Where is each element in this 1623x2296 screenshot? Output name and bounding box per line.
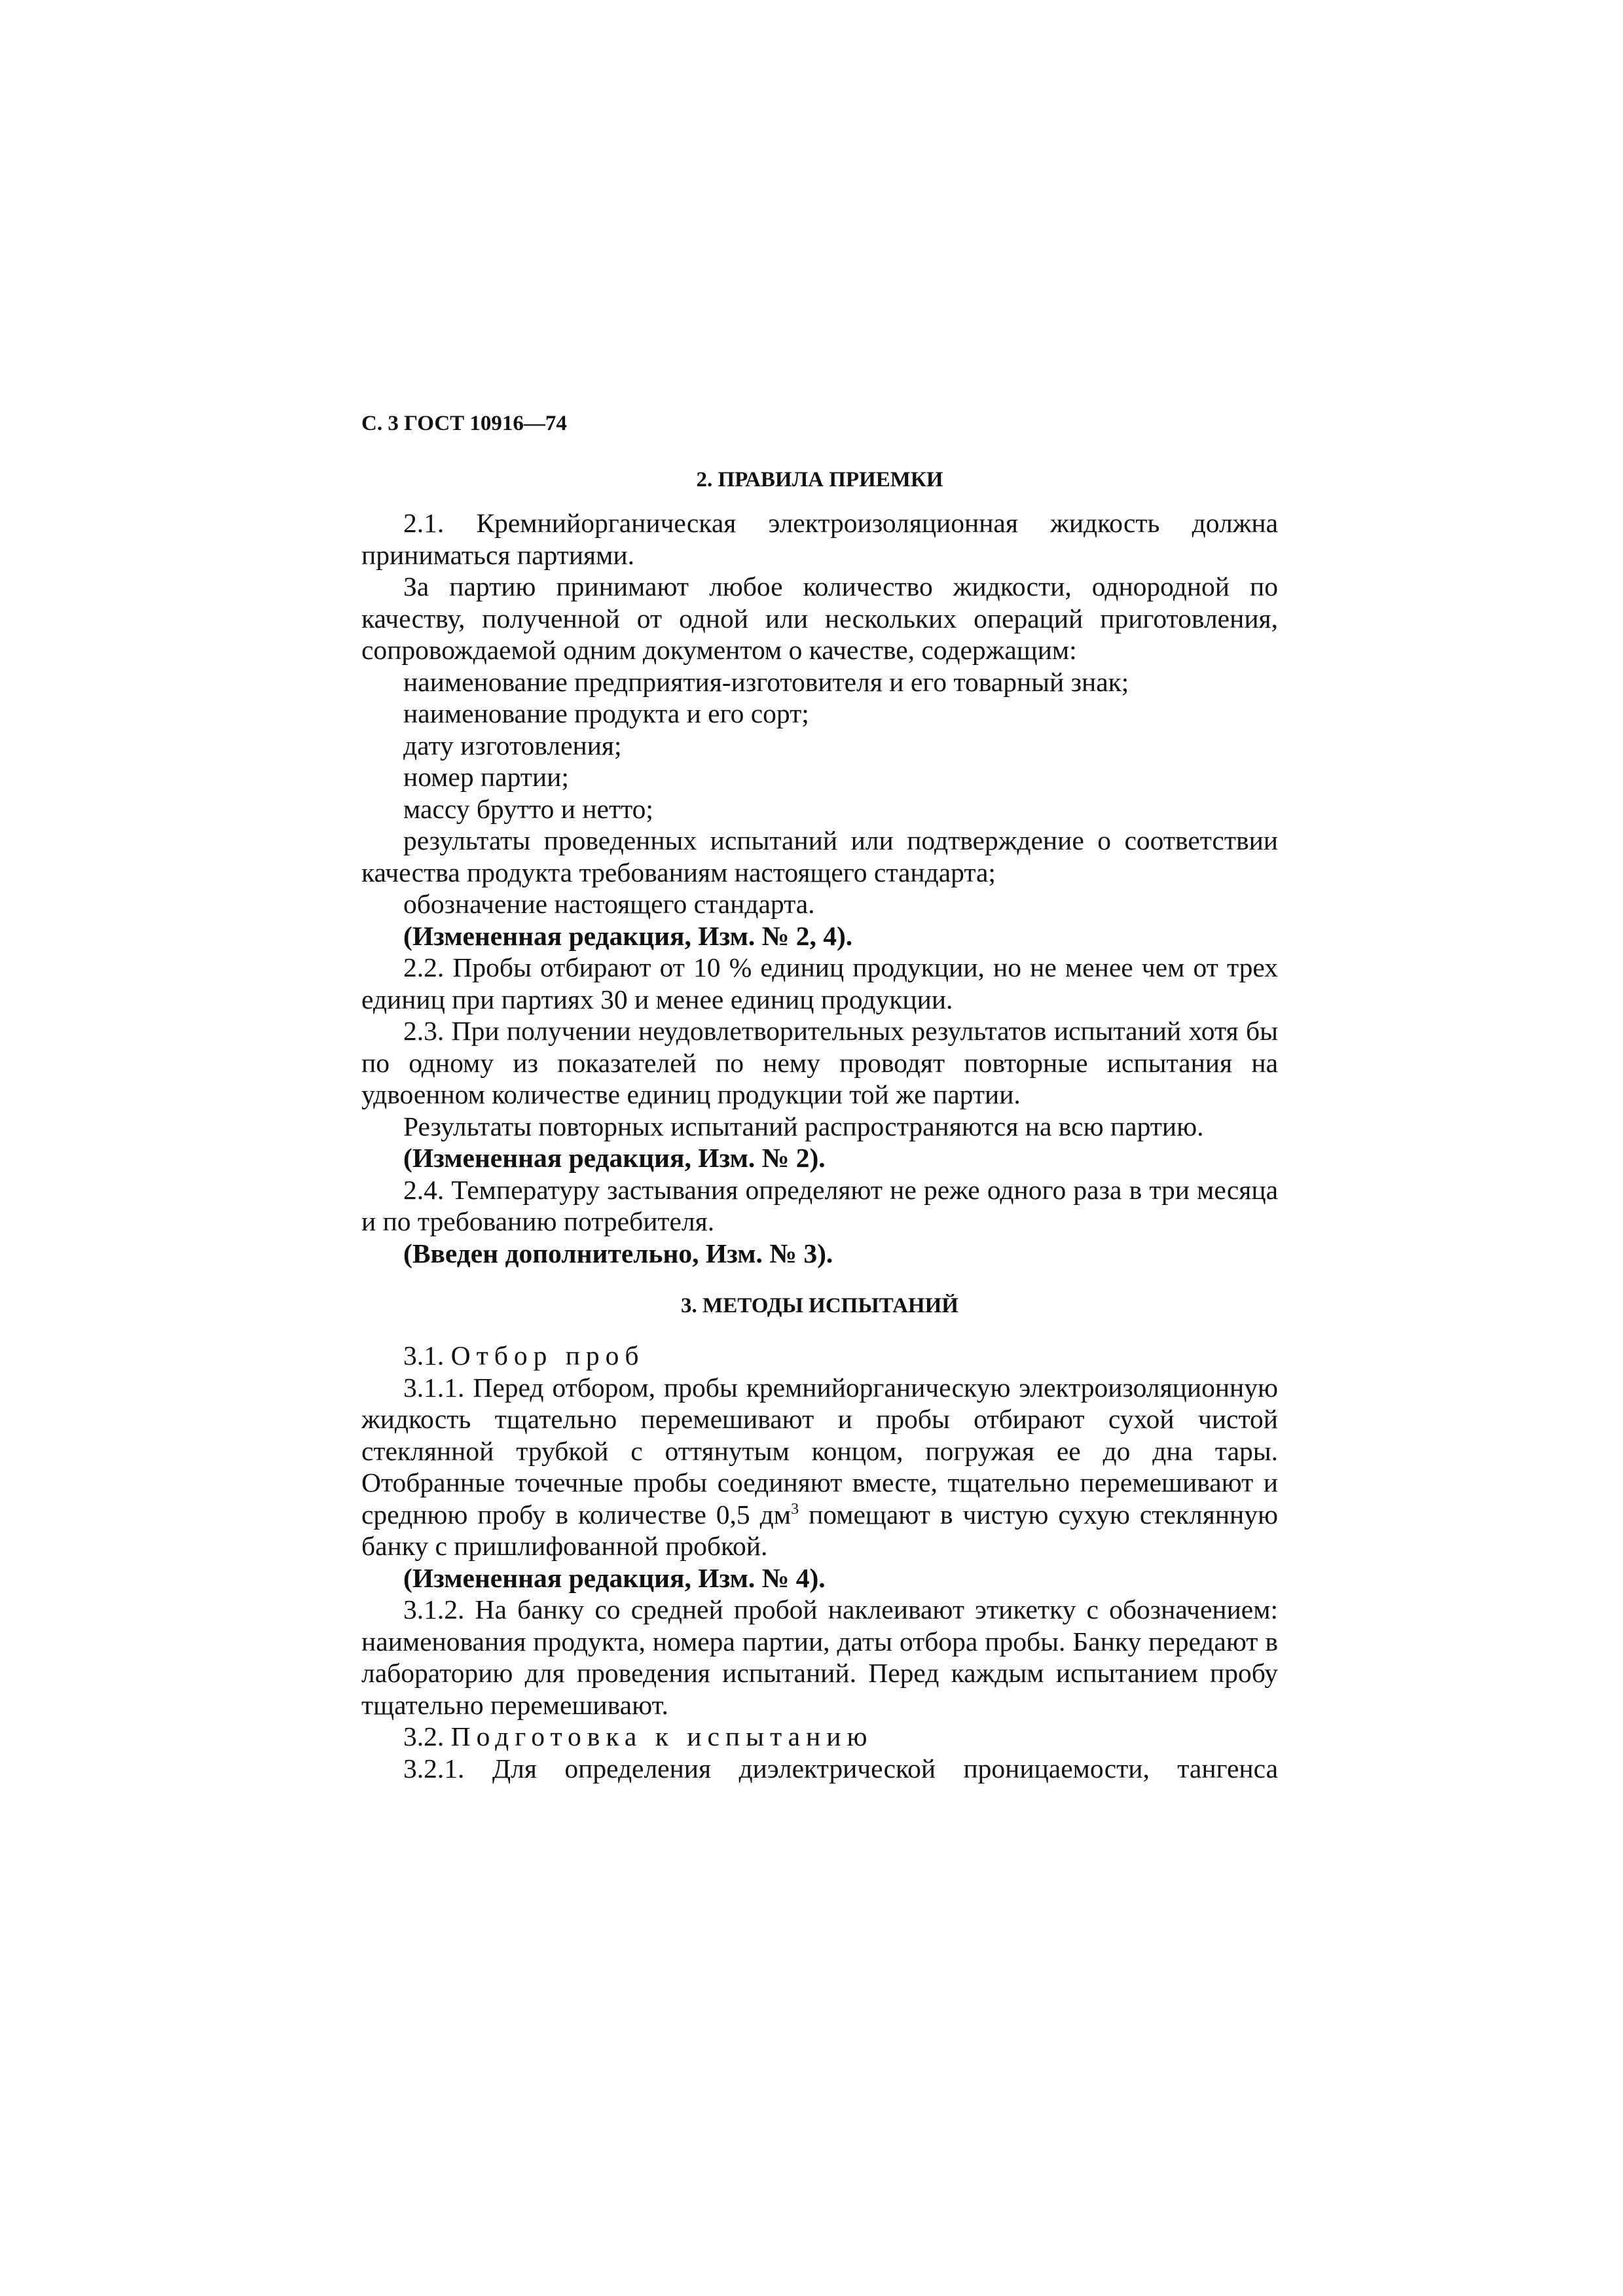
list-item-manufacture-date: дату изготовления;	[403, 730, 622, 761]
list-item-standard-designation: обозначение настоящего стандарта.	[403, 889, 815, 919]
superscript-cube: 3	[791, 1500, 799, 1518]
amendment-note: (Измененная редакция, Изм. № 2, 4).	[403, 920, 853, 951]
batch-definition: За партию принимают любое количество жидкости, однородной по качеству, полученной от одной или нескольких операций приготовления, сопровождаемой одним документом о качестве, содержащим:	[361, 571, 1278, 665]
subsection-title: Отбор проб	[450, 1340, 645, 1371]
clause-2-1: 2.1. Кремнийорганическая электроизоляционная жидкость должна приниматься партиями.	[361, 508, 1278, 570]
list-item-test-results: результаты проведенных испытаний или подтверждение о соответствии качества продукта требованиям настоящего стандарта;	[361, 825, 1278, 888]
subsection-3-2-heading	[361, 1721, 1278, 1753]
list-item-batch-number: номер партии;	[403, 762, 569, 792]
subsection-3-1-heading	[361, 1340, 1278, 1372]
clause-2-2: 2.2. Пробы отбирают от 10 % единиц продукции, но не менее чем от трех единиц при партиях 30 и менее единиц продукции.	[361, 952, 1278, 1014]
amendment-note: (Измененная редакция, Изм. № 2).	[403, 1143, 826, 1173]
list-item-product-name: наименование продукта и его сорт;	[403, 698, 809, 728]
subsection-title: Подготовка к испытанию	[450, 1721, 873, 1751]
clause-3-2-1: 3.2.1. Для определения диэлектрической проницаемости, тангенса	[403, 1753, 1278, 1784]
document-page	[361, 409, 1278, 1784]
clause-3-1-1-text-end: помещают в чистую сухую стеклянную банку с пришлифованной пробкой.	[361, 1499, 1278, 1561]
amendment-note: (Измененная редакция, Изм. № 4).	[403, 1562, 826, 1593]
clause-3-1-1	[361, 1372, 1278, 1562]
clause-2-3: 2.3. При получении неудовлетворительных результатов испытаний хотя бы по одному из показателей по нему проводят повторные испытания на удвоенном количестве единиц продукции той же партии.	[361, 1016, 1278, 1109]
subsection-number: 3.2.	[403, 1721, 445, 1751]
list-item-manufacturer: наименование предприятия-изготовителя и его товарный знак;	[403, 666, 1129, 697]
section-2-title: 2. ПРАВИЛА ПРИЕМКИ	[696, 468, 943, 492]
clause-2-4: 2.4. Температуру застывания определяют не реже одного раза в три месяца и по требованию потребителя.	[361, 1174, 1278, 1236]
section-2-body	[361, 507, 1278, 1269]
running-head: С. 3 ГОСТ 10916—74	[361, 412, 567, 435]
subsection-number: 3.1.	[403, 1340, 445, 1371]
clause-3-1-2: 3.1.2. На банку со средней пробой наклеивают этикетку с обозначением: наименования продукта, номера партии, даты отбора пробы. Банку передают в лабораторию для проведения испытаний. Перед каждым испытанием пробу тщательно перемешивают.	[361, 1594, 1278, 1720]
section-3-body	[361, 1340, 1278, 1784]
clause-3-1-1-text: 3.1.1. Перед отбором, пробы кремнийорганическую электроизоляционную жидкость тщательно перемешивают и пробы отбирают сухой чистой стеклянной трубкой с оттянутым концом, погружая ее до дна тары. Отобранные точечные пробы соединяют вместе, тщательно перемешивают и среднюю пробу в количестве 0,5 дм	[361, 1372, 1278, 1530]
list-item-mass: массу брутто и нетто;	[403, 793, 653, 824]
addition-note: (Введен дополнительно, Изм. № 3).	[403, 1238, 833, 1268]
retest-results: Результаты повторных испытаний распространяются на всю партию.	[403, 1111, 1204, 1141]
section-3-title: 3. МЕТОДЫ ИСПЫТАНИЙ	[681, 1294, 958, 1318]
